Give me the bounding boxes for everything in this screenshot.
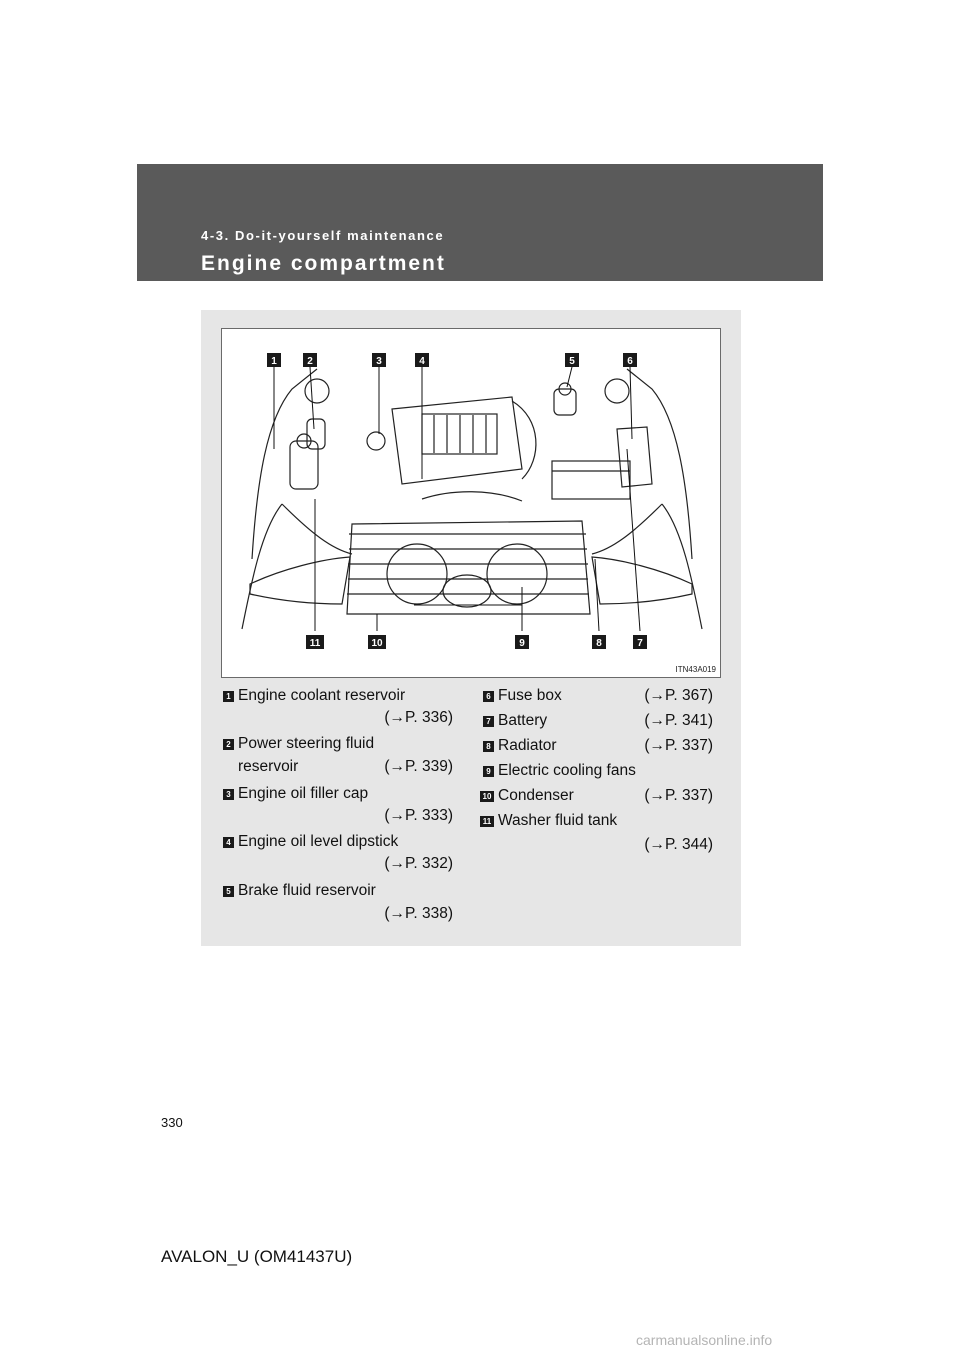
callout-2-text: 2 [307,356,313,367]
legend-ref-1: (→P. 336) [384,709,453,726]
legend-label-5: Brake fluid reservoir [238,882,376,899]
legend-label-11: Washer fluid tank [498,812,618,829]
legend-ref-3: (→P. 333) [384,807,453,824]
legend-label-1: Engine coolant reservoir [238,687,406,704]
engine-drawing [222,329,720,677]
legend-label-10: Condenser [498,787,574,804]
section-header [137,164,823,281]
legend-num-5: 5 [223,886,234,897]
callout-11-text: 11 [309,638,321,649]
callout-7-text: 7 [637,638,643,649]
callout-1-text: 1 [271,356,277,367]
legend-ref-5: (→P. 338) [384,905,453,922]
legend-label-2: Power steering fluid [238,735,375,752]
legend-num-1: 1 [223,691,234,702]
callout-9-text: 9 [519,638,525,649]
legend-num-4: 4 [223,837,234,848]
legend-label-8: Radiator [498,737,557,754]
legend-label-2b: reservoir [238,758,299,775]
legend-num-10: 10 [480,791,494,802]
legend-label-7: Battery [498,712,548,729]
legend-ref-2: (→P. 339) [384,758,453,775]
callout-6-text: 6 [627,356,633,367]
legend-ref-8: (→P. 337) [644,737,713,754]
section-label: 4-3. Do-it-yourself maintenance [201,228,445,243]
page-number: 330 [161,1115,183,1130]
page-title: Engine compartment [201,252,446,275]
legend-label-4: Engine oil level dipstick [238,833,399,850]
callout-3-text: 3 [376,356,382,367]
watermark: carmanualsonline.info [636,1332,773,1348]
legend-ref-4: (→P. 332) [384,855,453,872]
callout-8-text: 8 [596,638,602,649]
legend-num-11: 11 [480,816,494,827]
legend-ref-6: (→P. 367) [644,687,713,704]
legend-num-2: 2 [223,739,234,750]
engine-illustration [221,328,721,678]
callout-10-text: 10 [371,638,383,649]
legend-num-6: 6 [483,691,494,702]
callout-5-text: 5 [569,356,575,367]
legend-ref-11: (→P. 344) [644,836,713,853]
figure-code: ITN43A019 [675,665,716,674]
legend-label-9: Electric cooling fans [498,762,636,779]
legend-num-8: 8 [483,741,494,752]
legend-label-3: Engine oil filler cap [238,785,369,802]
legend-num-9: 9 [483,766,494,777]
legend-ref-10: (→P. 337) [644,787,713,804]
legend-label-6: Fuse box [498,687,562,704]
model-code: AVALON_U (OM41437U) [161,1247,353,1266]
legend-ref-7: (→P. 341) [644,712,713,729]
callout-4-text: 4 [419,356,425,367]
legend-num-3: 3 [223,789,234,800]
legend-num-7: 7 [483,716,494,727]
